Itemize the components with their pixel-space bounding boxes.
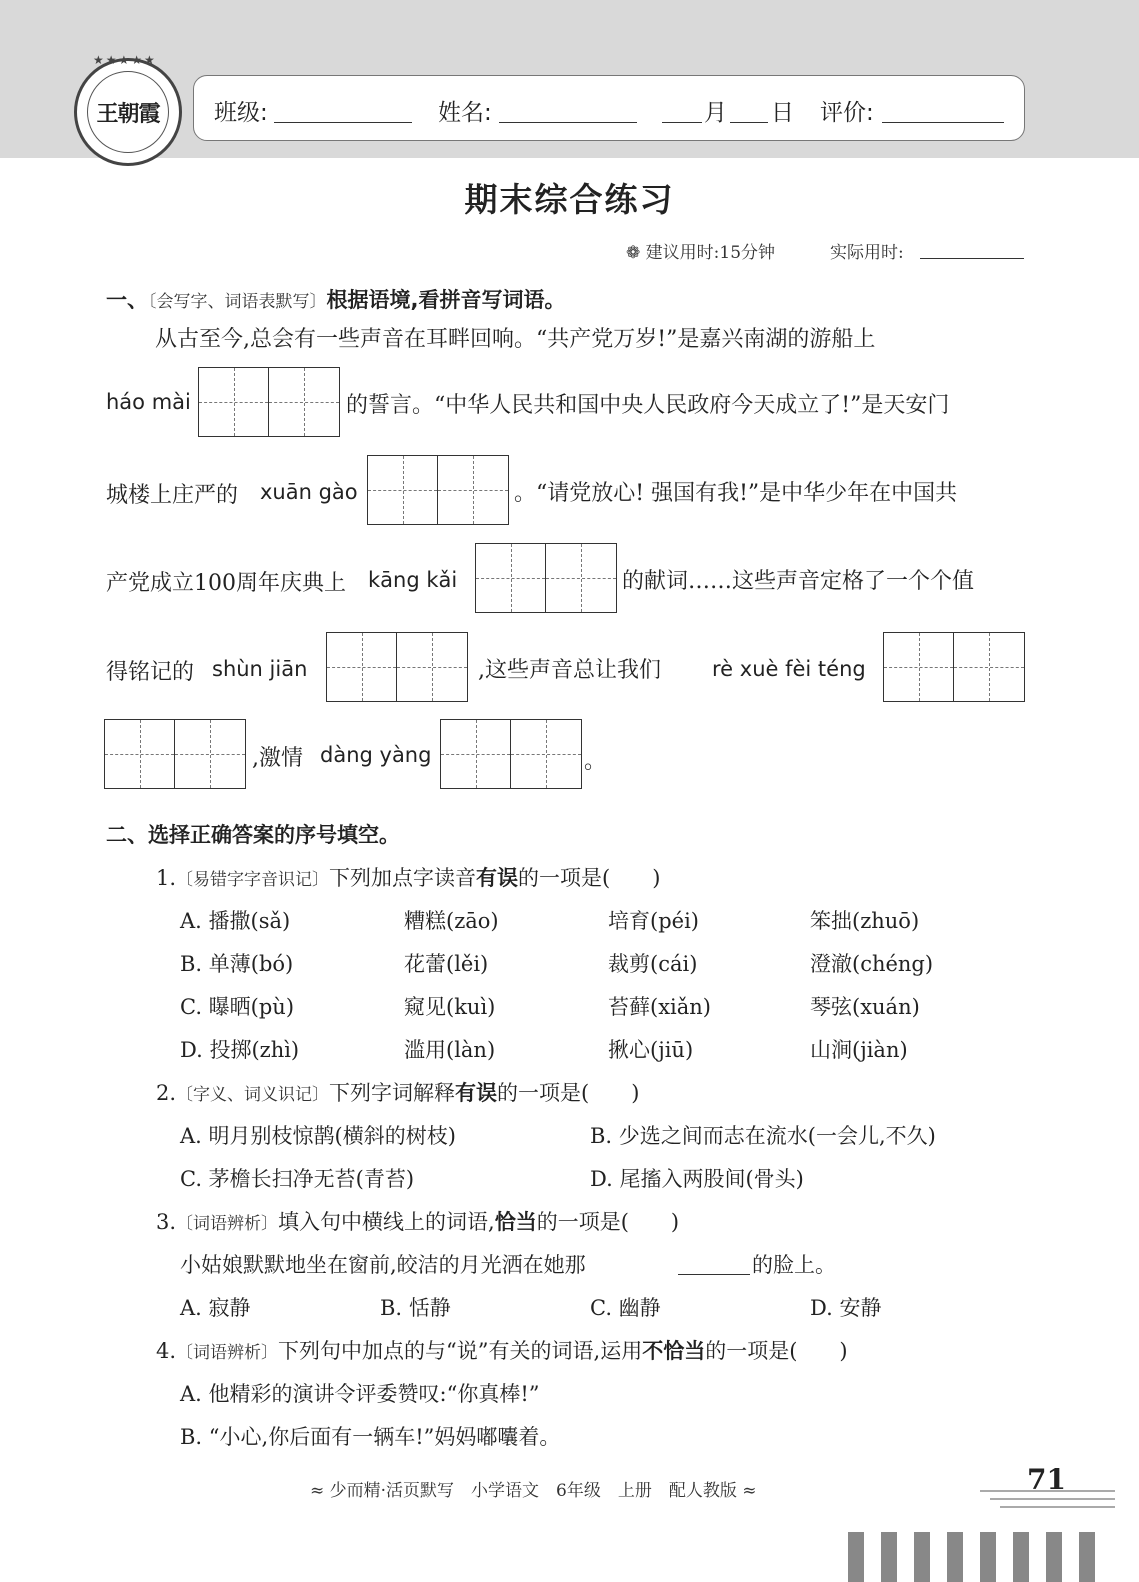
q3-option-d: D. 安静 bbox=[810, 1296, 882, 1320]
passage-line-3b: 。“请党放心! 强国有我!”是中华少年在中国共 bbox=[514, 481, 958, 506]
question-3 bbox=[156, 1206, 679, 1236]
q4-option-a: A. 他精彩的演讲令评委赞叹:“你真棒!” bbox=[180, 1382, 540, 1406]
q1-d-1: D. 投掷(zhì) bbox=[180, 1038, 300, 1062]
passage-line-5b: ,这些声音总让我们 bbox=[478, 658, 661, 683]
logo-text: 王朝霞 bbox=[96, 100, 160, 127]
q4-post: 的一项是( ) bbox=[705, 1339, 848, 1363]
q3-pre: 填入句中横线上的词语, bbox=[278, 1210, 495, 1234]
page-number: 71 bbox=[1027, 1463, 1066, 1496]
page-title: 期末综合练习 bbox=[464, 180, 675, 219]
month-field[interactable] bbox=[662, 122, 702, 123]
q4-option-b: B. “小心,你后面有一辆车!”妈妈嘟囔着。 bbox=[180, 1425, 561, 1449]
q1-d-3: 揪心(jiū) bbox=[608, 1038, 694, 1062]
q1-b-2: 花蕾(lěi) bbox=[404, 952, 489, 976]
q4-tag: 〔词语辨析〕 bbox=[176, 1343, 279, 1363]
eval-field[interactable] bbox=[882, 122, 1004, 123]
q4-pre: 下列句中加点的与“说”有关的词语,运用 bbox=[278, 1339, 643, 1363]
pinyin-dang-yang: dàng yàng bbox=[320, 743, 432, 767]
wave-decoration bbox=[980, 1490, 1115, 1492]
section1-instruction: 根据语境,看拼音写词语。 bbox=[326, 288, 566, 312]
actual-time-field[interactable] bbox=[920, 258, 1024, 259]
q2-option-b: B. 少选之间而志在流水(一会儿,不久) bbox=[590, 1124, 936, 1148]
passage-line-6a: ,激情 bbox=[252, 746, 303, 771]
q3-blank[interactable] bbox=[678, 1274, 750, 1275]
q1-a-3: 培育(péi) bbox=[608, 909, 699, 933]
edge-tab bbox=[1079, 1532, 1095, 1582]
q3-number: 3. bbox=[156, 1210, 177, 1234]
passage-line-6b: 。 bbox=[584, 749, 607, 774]
pinyin-shun-jian: shùn jiān bbox=[212, 657, 308, 681]
passage-line-5a: 得铭记的 bbox=[106, 660, 195, 685]
q1-a-1: A. 播撒(sǎ) bbox=[180, 909, 291, 933]
edge-tab bbox=[1013, 1532, 1029, 1582]
passage-line-4b: 的献词……这些声音定格了一个个值 bbox=[622, 569, 975, 594]
edge-tab bbox=[914, 1532, 930, 1582]
q1-c-1: C. 曝晒(pù) bbox=[180, 995, 295, 1019]
day-label: 日 bbox=[771, 100, 794, 126]
q3-emphasis: 恰当 bbox=[494, 1210, 537, 1234]
question-1 bbox=[156, 862, 660, 892]
q3-option-a: A. 寂静 bbox=[180, 1296, 251, 1320]
q1-pre: 下列加点字读音 bbox=[329, 866, 477, 890]
passage-line-1: 从古至今,总会有一些声音在耳畔回响。“共产党万岁!”是嘉兴南湖的游船上 bbox=[155, 327, 876, 352]
q1-b-3: 裁剪(cái) bbox=[608, 952, 698, 976]
q1-c-4: 琴弦(xuán) bbox=[810, 995, 920, 1019]
answer-grid-4[interactable] bbox=[326, 632, 468, 702]
q3-option-b: B. 恬静 bbox=[380, 1296, 451, 1320]
footer-text: ≈ 少而精·活页默写 小学语文 6年级 上册 配人教版 ≈ bbox=[310, 1481, 757, 1501]
logo-stars-icon: ★★★★★ bbox=[93, 53, 157, 67]
q4-emphasis: 不恰当 bbox=[642, 1339, 706, 1363]
q2-number: 2. bbox=[156, 1081, 177, 1105]
question-2 bbox=[156, 1077, 639, 1107]
q2-option-c: C. 茅檐长扫净无苔(青苔) bbox=[180, 1167, 415, 1191]
section1-tag: 〔会写字、词语表默写〕 bbox=[148, 292, 327, 312]
section2-heading: 二、选择正确答案的序号填空。 bbox=[106, 823, 400, 847]
q1-d-4: 山涧(jiàn) bbox=[810, 1038, 908, 1062]
q1-emphasis: 有误 bbox=[476, 866, 519, 890]
edge-tab bbox=[947, 1532, 963, 1582]
name-label: 姓名: bbox=[438, 100, 492, 126]
answer-grid-6[interactable] bbox=[440, 719, 582, 789]
student-info-box bbox=[193, 75, 1025, 141]
edge-tab bbox=[848, 1532, 864, 1582]
time-info bbox=[626, 238, 775, 263]
answer-grid-1[interactable] bbox=[198, 367, 340, 437]
pinyin-re-xue-fei-teng: rè xuè fèi téng bbox=[712, 657, 866, 681]
q1-tag: 〔易错字字音识记〕 bbox=[176, 870, 330, 890]
passage-line-4a: 产党成立100周年庆典上 bbox=[106, 571, 346, 596]
q2-emphasis: 有误 bbox=[455, 1081, 498, 1105]
q1-post: 的一项是( ) bbox=[518, 866, 661, 890]
q1-b-1: B. 单薄(bó) bbox=[180, 952, 294, 976]
edge-tab bbox=[980, 1532, 996, 1582]
question-4 bbox=[156, 1335, 848, 1365]
actual-time-label: 实际用时: bbox=[830, 243, 904, 263]
q3-sentence-pre: 小姑娘默默地坐在窗前,皎洁的月光洒在她那 bbox=[180, 1253, 586, 1277]
publisher-logo bbox=[74, 53, 182, 166]
passage-line-3a: 城楼上庄严的 bbox=[106, 483, 239, 508]
answer-grid-5b[interactable] bbox=[104, 719, 246, 789]
pinyin-hao-mai: háo mài bbox=[106, 390, 191, 414]
eval-label: 评价: bbox=[820, 100, 874, 126]
pinyin-kang-kai: kāng kǎi bbox=[368, 568, 458, 592]
q3-option-c: C. 幽静 bbox=[590, 1296, 661, 1320]
q2-option-d: D. 尾搐入两股间(骨头) bbox=[590, 1167, 804, 1191]
section1-number: 一、 bbox=[106, 288, 148, 312]
clock-icon: ❁ bbox=[626, 243, 641, 263]
q1-a-2: 糟糕(zāo) bbox=[404, 909, 499, 933]
q3-sentence-post: 的脸上。 bbox=[752, 1253, 836, 1277]
q1-number: 1. bbox=[156, 866, 177, 890]
q4-number: 4. bbox=[156, 1339, 177, 1363]
wave-decoration bbox=[1000, 1506, 1115, 1508]
q3-post: 的一项是( ) bbox=[536, 1210, 680, 1234]
class-label: 班级: bbox=[214, 100, 268, 126]
q1-b-4: 澄澈(chéng) bbox=[810, 952, 934, 976]
wave-decoration bbox=[990, 1498, 1115, 1500]
answer-grid-5a[interactable] bbox=[883, 632, 1025, 702]
q2-option-a: A. 明月别枝惊鹊(横斜的树枝) bbox=[180, 1124, 456, 1148]
q2-tag: 〔字义、词义识记〕 bbox=[176, 1085, 330, 1105]
edge-tab bbox=[881, 1532, 897, 1582]
section1-heading bbox=[106, 284, 565, 314]
suggested-time: 建议用时:15分钟 bbox=[645, 243, 776, 263]
month-label: 月 bbox=[704, 100, 727, 126]
class-field[interactable] bbox=[274, 122, 412, 123]
q1-c-3: 苔藓(xiǎn) bbox=[608, 995, 711, 1019]
q1-d-2: 滥用(làn) bbox=[404, 1038, 496, 1062]
q1-a-4: 笨拙(zhuō) bbox=[810, 909, 920, 933]
q2-post: 的一项是( ) bbox=[497, 1081, 640, 1105]
q2-pre: 下列字词解释 bbox=[329, 1081, 456, 1105]
q1-c-2: 窥见(kuì) bbox=[404, 995, 496, 1019]
answer-grid-2[interactable] bbox=[367, 455, 509, 525]
name-field[interactable] bbox=[499, 122, 637, 123]
edge-tab bbox=[1046, 1532, 1062, 1582]
pinyin-xuan-gao: xuān gào bbox=[260, 480, 358, 504]
answer-grid-3[interactable] bbox=[475, 543, 617, 613]
passage-line-2: 的誓言。“中华人民共和国中央人民政府今天成立了!”是天安门 bbox=[346, 393, 950, 418]
day-field[interactable] bbox=[730, 122, 768, 123]
q3-tag: 〔词语辨析〕 bbox=[176, 1214, 279, 1234]
